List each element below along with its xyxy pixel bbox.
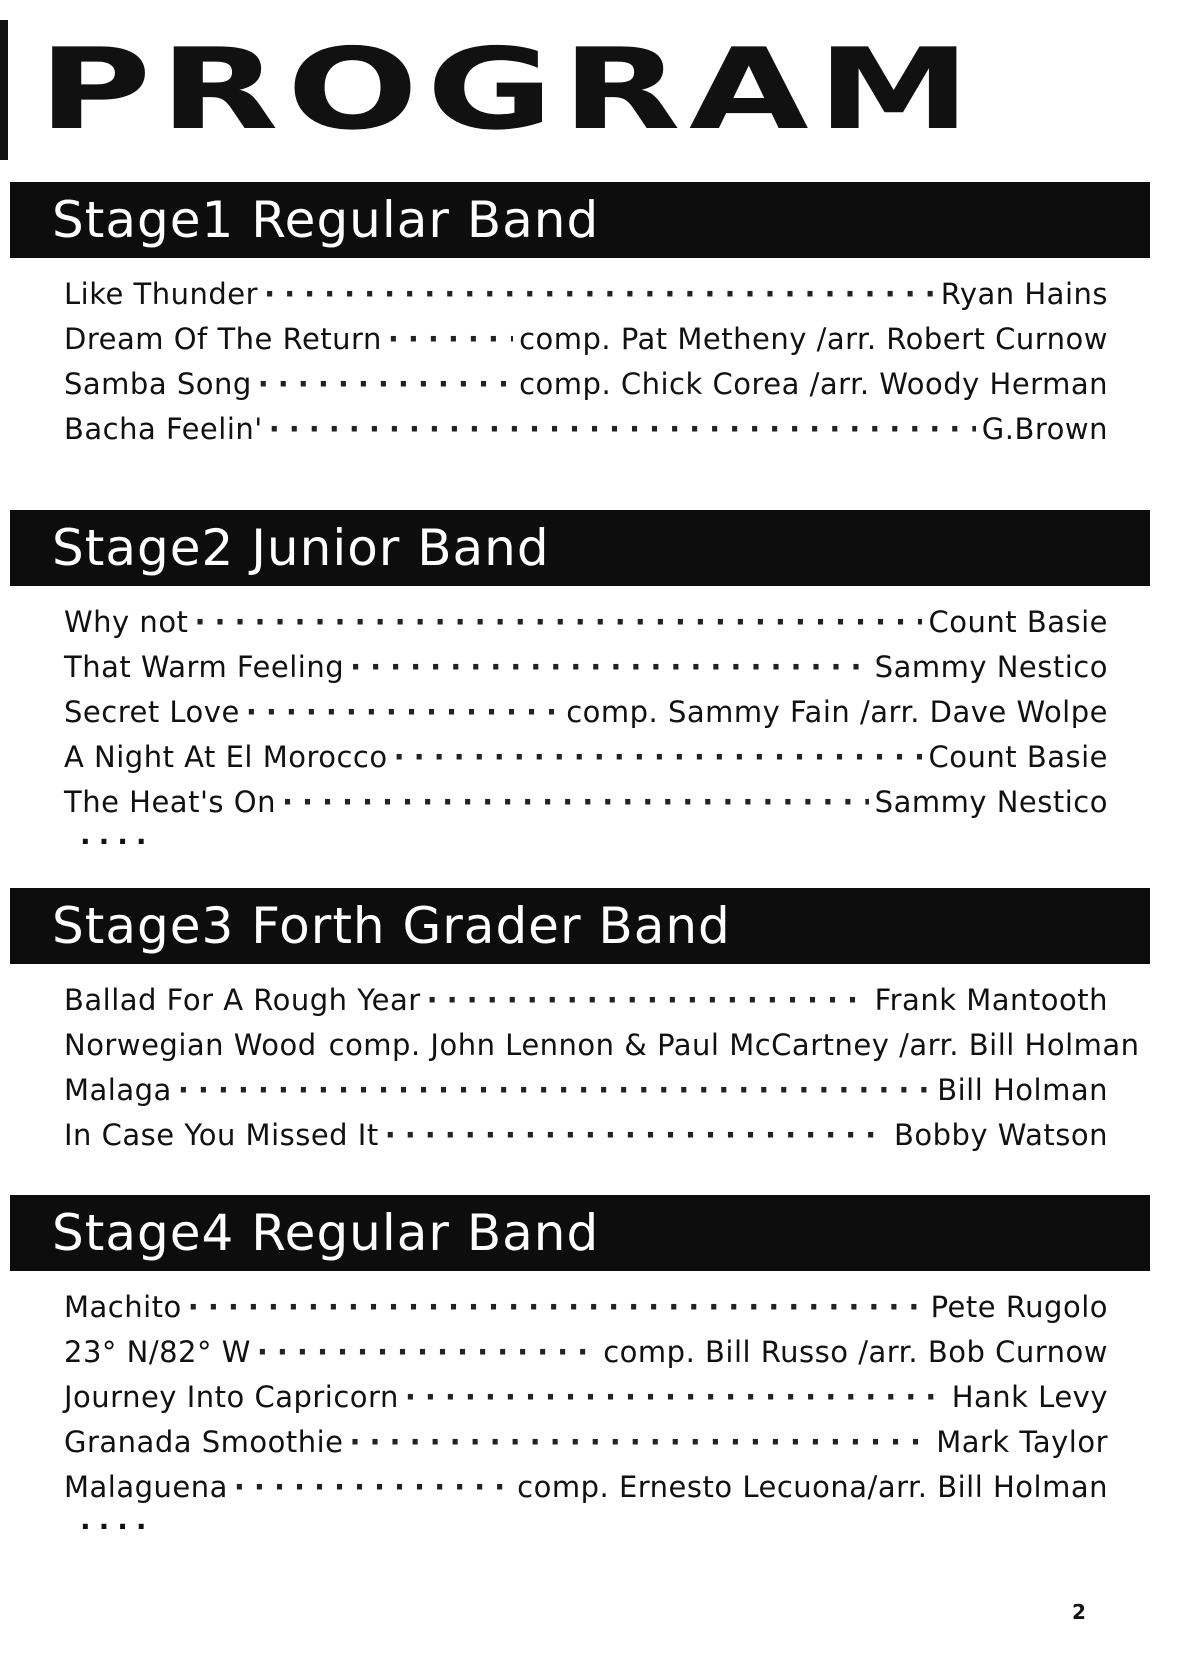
track-list	[0, 600, 1200, 825]
track-title: Malaga	[64, 1073, 172, 1107]
track-title: Ballad For A Rough Year	[64, 983, 421, 1017]
page-title: PROGRAM	[38, 25, 979, 155]
page-edge-mark	[0, 20, 8, 160]
track-title: Secret Love	[64, 695, 240, 729]
track-list	[0, 1285, 1200, 1510]
dot-leader	[188, 1285, 925, 1330]
track-title: Machito	[64, 1290, 182, 1324]
track-title: Journey Into Capricorn	[64, 1380, 399, 1414]
stage-section-3	[0, 888, 1200, 1158]
track-row	[64, 362, 1108, 407]
dot-leader	[258, 362, 513, 407]
dot-leader	[394, 735, 923, 780]
track-row	[64, 735, 1108, 780]
track-row	[64, 690, 1108, 735]
track-row	[64, 1113, 1108, 1158]
track-credit: comp. Bill Russo /arr. Bob Curnow	[603, 1335, 1108, 1369]
dot-leader	[178, 1068, 931, 1113]
track-row	[64, 780, 1108, 825]
track-credit: Sammy Nestico	[874, 785, 1108, 819]
track-row	[64, 1375, 1108, 1420]
dot-leader	[405, 1375, 946, 1420]
track-row	[64, 1330, 1108, 1375]
track-row	[64, 600, 1108, 645]
track-row	[64, 1420, 1108, 1465]
dot-leader	[427, 978, 869, 1023]
stage-section-1	[0, 182, 1200, 452]
track-credit: Bobby Watson	[893, 1118, 1108, 1152]
track-list	[0, 978, 1200, 1158]
track-row	[64, 272, 1108, 317]
track-credit: Count Basie	[928, 605, 1108, 639]
track-credit: Count Basie	[928, 740, 1108, 774]
track-row	[64, 407, 1108, 452]
page-number: 2	[1072, 1600, 1086, 1624]
stage-header: Stage2 Junior Band	[10, 510, 1150, 586]
track-title: Norwegian Wood	[64, 1028, 317, 1062]
track-credit: Hank Levy	[951, 1380, 1108, 1414]
track-row	[64, 317, 1108, 362]
stage-header: Stage3 Forth Grader Band	[10, 888, 1150, 964]
stage-header: Stage1 Regular Band	[10, 182, 1150, 258]
track-title: The Heat's On	[64, 785, 276, 819]
dot-leader	[264, 272, 935, 317]
dot-leader	[246, 690, 560, 735]
dot-leader	[194, 600, 922, 645]
dot-leader	[350, 1420, 931, 1465]
track-row	[64, 978, 1108, 1023]
track-row	[64, 645, 1108, 690]
track-title: That Warm Feeling	[64, 650, 345, 684]
dot-leader	[282, 780, 869, 825]
track-credit: comp. Sammy Fain /arr. Dave Wolpe	[566, 695, 1108, 729]
track-credit: Sammy Nestico	[874, 650, 1108, 684]
track-row	[64, 1068, 1108, 1113]
track-title: Dream Of The Return	[64, 322, 382, 356]
track-title: Bacha Feelin'	[64, 412, 263, 446]
dot-leader	[257, 1330, 597, 1375]
track-row	[64, 1023, 1140, 1068]
track-credit: Pete Rugolo	[930, 1290, 1108, 1324]
stage-section-2	[0, 510, 1200, 855]
track-list	[0, 272, 1200, 452]
track-title: Samba Song	[64, 367, 252, 401]
stage-section-4	[0, 1195, 1200, 1540]
dot-leader	[234, 1465, 511, 1510]
continuation-dots: ....	[80, 818, 155, 851]
dot-leader	[269, 407, 976, 452]
track-credit: Bill Holman	[937, 1073, 1108, 1107]
dot-leader	[350, 645, 869, 690]
track-credit: comp. Pat Metheny /arr. Robert Curnow	[519, 322, 1108, 356]
track-credit: Frank Mantooth	[874, 983, 1108, 1017]
track-title: In Case You Missed It	[64, 1118, 379, 1152]
track-credit: Ryan Hains	[940, 277, 1108, 311]
track-credit: comp. Chick Corea /arr. Woody Herman	[519, 367, 1108, 401]
track-title: Malaguena	[64, 1470, 228, 1504]
track-credit: comp. Ernesto Lecuona/arr. Bill Holman	[517, 1470, 1108, 1504]
track-title: A Night At El Morocco	[64, 740, 388, 774]
dot-leader	[385, 1113, 888, 1158]
track-credit: Mark Taylor	[936, 1425, 1108, 1459]
track-title: Granada Smoothie	[64, 1425, 344, 1459]
track-title: Like Thunder	[64, 277, 259, 311]
stage-header: Stage4 Regular Band	[10, 1195, 1150, 1271]
continuation-dots: ....	[80, 1503, 155, 1536]
track-title: 23° N/82° W	[64, 1335, 251, 1369]
track-row	[64, 1465, 1108, 1510]
dot-leader	[388, 317, 513, 362]
track-row	[64, 1285, 1108, 1330]
track-credit: G.Brown	[981, 412, 1108, 446]
track-credit: comp. John Lennon & Paul McCartney /arr. Bill Holman	[328, 1028, 1140, 1062]
track-title: Why not	[64, 605, 189, 639]
